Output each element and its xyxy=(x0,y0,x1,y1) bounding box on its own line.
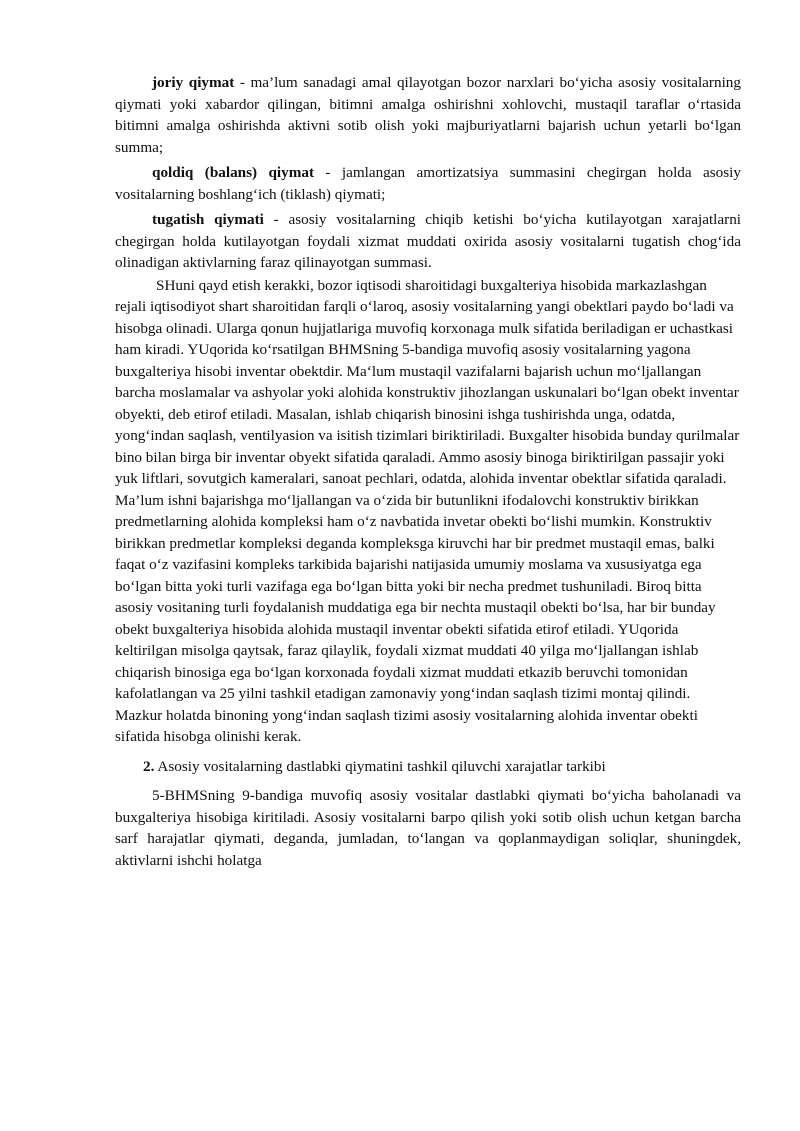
definition-tugatish-qiymati: - asosiy vositalarning chiqib ketishi bo‘yicha kutilayotgan xarajatlarni chegirgan holda kutilayotgan foydali xizmat muddati oxirida asosiy vositalarni tugatish chog‘ida olinadigan aktivlarning faraz qilinayotgan summasi. xyxy=(115,211,742,271)
document-page xyxy=(115,72,741,871)
section-title: Asosiy vositalarning dastlabki qiymatini tashkil qiluvchi xarajatlar tarkibi xyxy=(154,757,606,775)
paragraph-inventar-obekt: SHuni qayd etish kerakki, bozor iqtisodi sharoitidagi buxgalteriya hisobida markazlashgan rejali iqtisodiyot shart sharoitidan farqli o‘laroq, asosiy vositalarning yangi obektlari paydo bo‘ladi va hisobga olinadi. Ularga qonun hujjatlariga muvofiq korxonaga mulk sifatida beriladigan er uchastkasi ham kiradi. YUqorida ko‘rsatilgan BHMSning 5-bandiga muvofiq asosiy vositalarning yagona buxgalteriya hisobi inventar obektdir. Ma‘lum mustaqil vazifalarni bajarish uchun mo‘ljallangan barcha moslamalar va ashyolar yoki alohida konstruktiv jihozlangan uskunalari bo‘lgan obekt inventar obyekti, deb etirof etiladi. Masalan, ishlab chiqarish binosini ishga tushirishda unga, odatda, yong‘indan saqlash, ventilyasion va isitish tizimlari biriktiriladi. Buxgalter hisobida bunday qurilmalar bino bilan birga bir inventar obyekt sifatida qaraladi. Ammo asosiy binoga biriktirilgan passajir yoki yuk liftlari, sovutgich kameralari, sanoat pechlari, odatda, alohida inventar obektlar sifatida qaraladi. Ma’lum ishni bajarishga mo‘ljallangan va o‘zida bir butunlikni ifodalovchi konstruktiv birikkan predmetlarning alohida kompleksi ham o‘z navbatida invetar obekti bo‘lishi mumkin. Konstruktiv birikkan predmetlar kompleksi deganda kompleksga kiruvchi har bir predmet mustaqil emas, balki faqat o‘z vazifasini kompleks tarkibida bajarishi natijasida umumiy moslama va xususiyatga ega bo‘lgan bitta yoki turli vazifaga ega bo‘lgan bitta yoki bir necha predmet tushuniladi. Biroq bitta asosiy vositaning turli foydalanish muddatiga ega bir nechta mustaqil obekti bo‘lsa, har bir bunday obekt buxgalteriya hisobida alohida mustaqil inventar obekti sifatida etirof etiladi. YUqorida keltirilgan misolga qaytsak, faraz qilaylik, foydali xizmat muddati 40 yilga mo‘ljallangan ishlab chiqarish binosiga ega bo‘lgan korxonada foydali xizmat muddati etkazib beruvchi tomonidan kafolatlangan va 25 yilni tashkil etadigan zamonaviy yong‘indan saqlash tizimi montaj qilindi. Mazkur holatda binoning yong‘indan saqlash tizimi asosiy vositalarning alohida inventar obekti sifatida hisobga olinishi kerak. xyxy=(115,276,740,745)
term-qoldiq-qiymat: qoldiq (balans) qiymat xyxy=(152,164,315,181)
paragraph-joriy-qiymat xyxy=(115,72,741,158)
paragraph-tugatish-qiymati xyxy=(115,209,741,274)
term-joriy-qiymat: joriy qiymat xyxy=(152,74,235,91)
paragraph-dastlabki-qiymat: 5-BHMSning 9-bandiga muvofiq asosiy vositalar dastlabki qiymati bo‘yicha baholanadi va buxgalteriya hisobiga kiritiladi. Asosiy vositalarni barpo qilish yoki sotib olish uchun ketgan barcha sarf harajatlar qiymati, deganda, jumladan, to‘langan va qoplanmaydigan soliqlar, shuningdek, aktivlarni ishchi holatga xyxy=(115,787,741,869)
section-number: 2. xyxy=(143,757,155,775)
term-tugatish-qiymati: tugatish qiymati xyxy=(152,211,264,228)
definition-joriy-qiymat: - ma’lum sanadagi amal qilayotgan bozor narxlari bo‘yicha asosiy vositalarning qiymati yoki xabardor qilingan, bitimni amalga oshirishni xohlovchi, mustaqil taraflar o‘rtasida bitimni amalga oshirishda aktivni sotib olish yoki majburiyatlarni bajarish uchun yetarli bo‘lgan summa; xyxy=(115,74,741,156)
definition-qoldiq-qiymat: - jamlangan amortizatsiya summasini chegirgan holda asosiy vositalarning boshlang‘ich (tiklash) qiymati; xyxy=(115,164,741,203)
paragraph-qoldiq-qiymat xyxy=(115,162,741,205)
section-heading xyxy=(115,756,741,778)
